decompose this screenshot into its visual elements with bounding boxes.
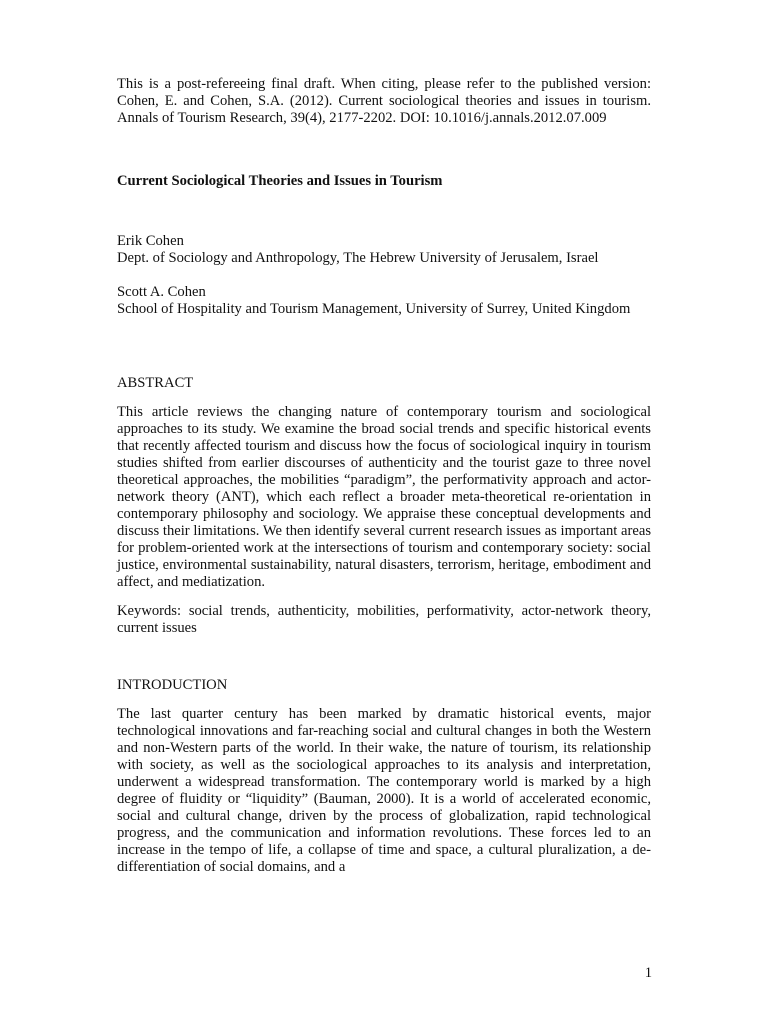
abstract-heading: ABSTRACT — [117, 375, 194, 391]
introduction-body: The last quarter century has been marked by dramatic historical events, major technological innovations and far-reaching social and cultural changes in both the Western and non-Western parts of the world. In their wake, the nature of tourism, its relationship with society, as well as the sociological approaches to its analysis and interpretation, underwent a widespread transformation. The contemporary world is marked by a high degree of fluidity or “liquidity” (Bauman, 2000). It is a world of accelerated economic, social and cultural change, driven by the process of globalization, rapid technological progress, and the communication and information revolutions. These forces led to an increase in the tempo of life, a collapse of time and space, a cultural pluralization, a de-differentiation of social domains, and a — [117, 706, 651, 875]
paper-title: Current Sociological Theories and Issues in Tourism — [117, 173, 443, 189]
author-affiliation: Dept. of Sociology and Anthropology, The Hebrew University of Jerusalem, Israel — [117, 250, 599, 266]
page-number: 1 — [644, 965, 652, 981]
author-name: Scott A. Cohen — [117, 284, 206, 300]
keywords: Keywords: social trends, authenticity, mobilities, performativity, actor-network theory, current issues — [117, 603, 651, 636]
author-affiliation: School of Hospitality and Tourism Management, University of Surrey, United Kingdom — [117, 301, 631, 317]
introduction-heading: INTRODUCTION — [117, 677, 228, 693]
author-block-1 — [117, 233, 651, 267]
abstract-body: This article reviews the changing nature of contemporary tourism and sociological approaches to its study. We examine the broad social trends and specific historical events that recently affected tourism and discuss how the focus of sociological inquiry in tourism studies shifted from earlier discourses of authenticity and the tourist gaze to three novel theoretical approaches, the mobilities “paradigm”, the performativity approach and actor-network theory (ANT), which each reflect a broader meta-theoretical re-orientation in contemporary philosophy and sociology. We appraise these conceptual developments and discuss their limitations. We then identify several current research issues as important areas for problem-oriented work at the intersections of tourism and contemporary society: social justice, environmental sustainability, natural disasters, terrorism, heritage, embodiment and affect, and mediatization. — [117, 404, 651, 590]
citation-notice: This is a post-refereeing final draft. When citing, please refer to the published version: Cohen, E. and Cohen, S.A. (2012). Current sociological theories and issues in tourism. Annals of Tourism Research, 39(4), 2177-2202. DOI: 10.1016/j.annals.2012.07.009 — [117, 76, 651, 126]
author-block-2 — [117, 284, 651, 318]
author-name: Erik Cohen — [117, 233, 184, 249]
document-page — [117, 76, 651, 876]
